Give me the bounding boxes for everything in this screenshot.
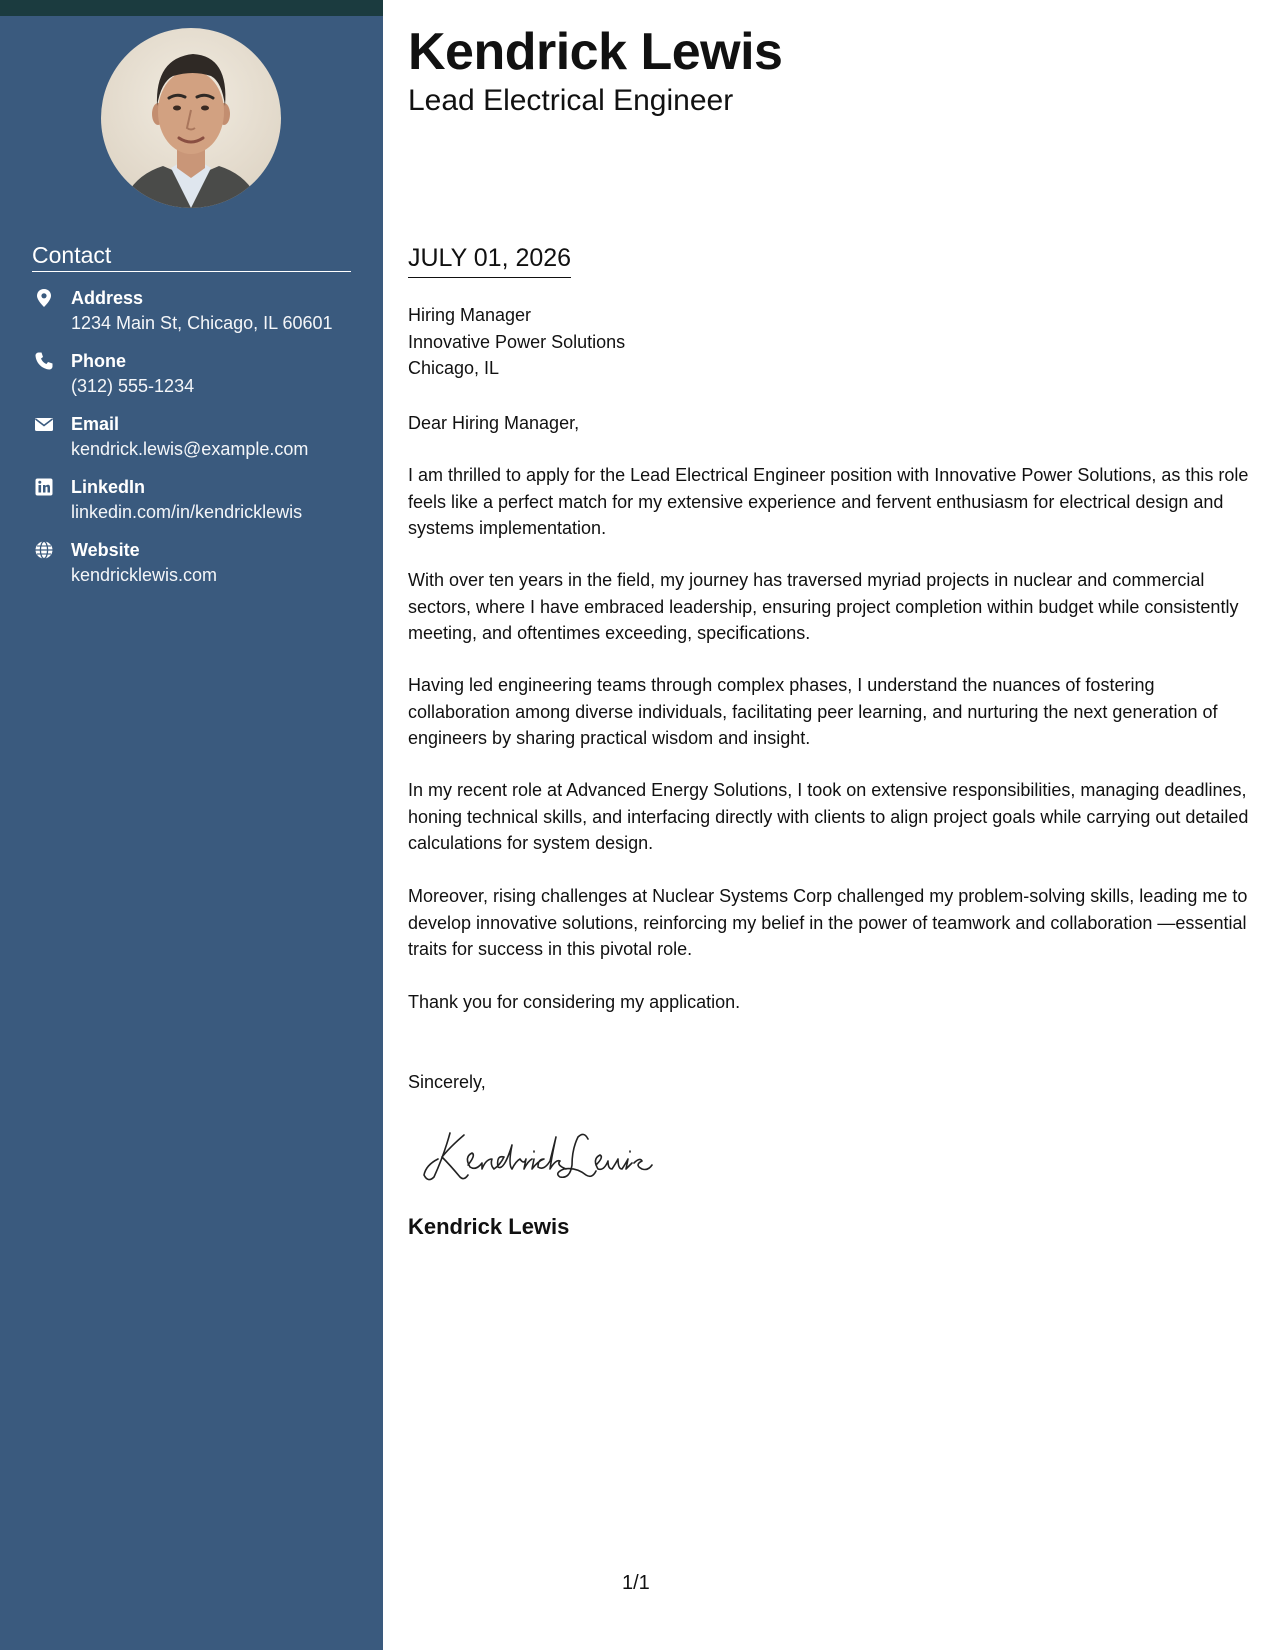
thanks-line — [408, 989, 1253, 1016]
recipient-block — [408, 302, 625, 382]
salutation-text: Dear Hiring Manager, — [408, 413, 580, 433]
contact-label: Address — [71, 288, 144, 308]
recipient-line: Chicago, IL — [408, 358, 500, 378]
paragraph-text: With over ten years in the field, my journey has traversed myriad projects in nuclear and commercial sectors, where I have embraced leadership, ensuring project completion within budget while consistently meeting, and oftentimes exceeding, specifications. — [408, 570, 1239, 643]
linkedin-icon — [34, 477, 54, 497]
paragraph — [408, 777, 1253, 857]
map-pin-icon — [34, 288, 54, 308]
contact-label: Email — [71, 414, 120, 434]
paragraph — [408, 567, 1253, 647]
website-value[interactable]: kendricklewis.com — [71, 565, 218, 585]
paragraph — [408, 462, 1253, 542]
job-title: Lead Electrical Engineer — [408, 84, 734, 117]
recipient-line: Innovative Power Solutions — [408, 331, 626, 352]
signer-name: Kendrick Lewis — [408, 1214, 570, 1239]
contact-address — [32, 286, 362, 340]
contact-email — [32, 412, 362, 466]
paragraph — [408, 672, 1253, 752]
thanks-text: Thank you for considering my application. — [408, 992, 741, 1012]
address-value: 1234 Main St, Chicago, IL 60601 — [71, 313, 333, 333]
linkedin-value[interactable]: linkedin.com/in/kendricklewis — [71, 502, 303, 522]
contact-website — [32, 538, 362, 592]
paragraph-text: I am thrilled to apply for the Lead Electrical Engineer position with Innovative Power Solutions, as this role feels like a perfect match for my extensive experience and fervent enthusiasm for electrical design and systems implementation. — [408, 465, 1249, 538]
closing-text: Sincerely, — [408, 1072, 486, 1092]
handwritten-signature — [420, 1125, 660, 1185]
sidebar-top-accent — [0, 0, 383, 16]
contact-label: Phone — [71, 351, 127, 371]
contact-phone — [32, 349, 362, 403]
phone-value[interactable]: (312) 555-1234 — [71, 376, 195, 396]
sidebar — [0, 16, 383, 1650]
profile-photo — [101, 28, 281, 208]
envelope-icon — [34, 414, 54, 434]
page-number: 1/1 — [622, 1572, 650, 1594]
closing — [408, 1069, 1253, 1096]
applicant-name: Kendrick Lewis — [408, 23, 783, 81]
contact-label: Website — [71, 540, 140, 560]
letter-date: JULY 01, 2026 — [408, 242, 571, 278]
paragraph — [408, 883, 1253, 963]
contact-linkedin — [32, 475, 362, 529]
salutation — [408, 410, 1253, 437]
phone-icon — [34, 351, 54, 371]
contact-heading: Contact — [32, 241, 351, 272]
globe-icon — [34, 540, 54, 560]
email-value[interactable]: kendrick.lewis@example.com — [71, 439, 309, 459]
contact-label: LinkedIn — [71, 477, 146, 497]
paragraph-text: Having led engineering teams through complex phases, I understand the nuances of fostering collaboration among diverse individuals, facilitating peer learning, and nurturing the next generation of engineers by sharing practical wisdom and insight. — [408, 675, 1218, 748]
paragraph-text: Moreover, rising challenges at Nuclear Systems Corp challenged my problem-solving skills, leading me to develop innovative solutions, reinforcing my belief in the power of teamwork and collaboration —essential traits for success in this pivotal role. — [408, 886, 1248, 959]
paragraph-text: In my recent role at Advanced Energy Solutions, I took on extensive responsibilities, managing deadlines, honing technical skills, and interfacing directly with clients to align project goals while carrying out detailed calculations for system design. — [408, 780, 1249, 853]
recipient-line: Hiring Manager — [408, 305, 532, 325]
letter-body — [408, 0, 1253, 1650]
